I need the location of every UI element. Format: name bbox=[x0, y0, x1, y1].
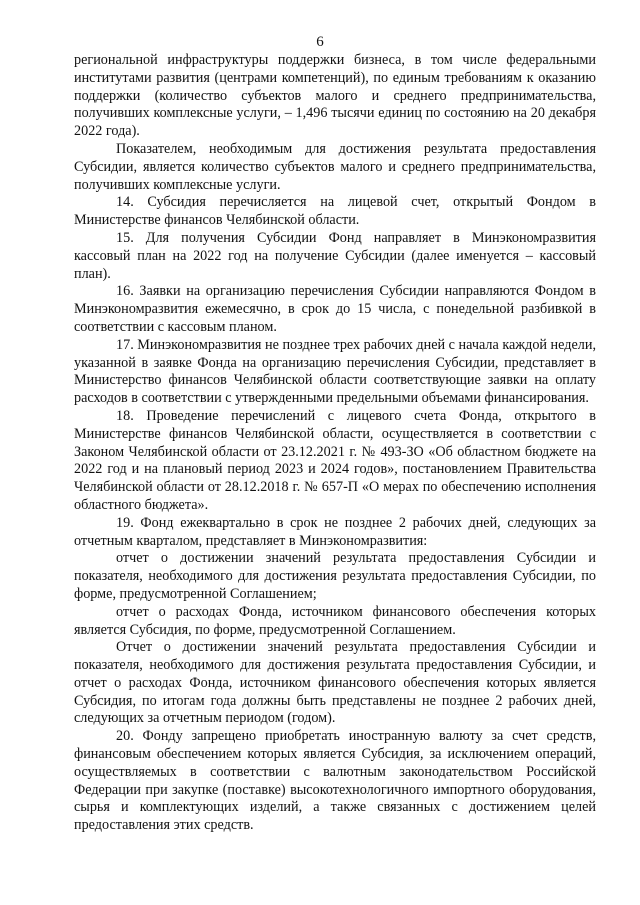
paragraph: отчет о расходах Фонда, источником финансового обеспечения которых является Субсидия, по форме, предусмотренной Соглашением. bbox=[74, 603, 596, 638]
paragraph: региональной инфраструктуры поддержки бизнеса, в том числе федеральными институтами развития (центрами компетенций), по единым требованиям к оказанию поддержки (количество субъектов малого и среднего предпринимательства, получивших комплексные услуги, – 1,496 тысячи единиц по состоянию на 20 декабря 2022 года). bbox=[74, 52, 596, 140]
paragraph: 14. Субсидия перечисляется на лицевой счет, открытый Фондом в Министерстве финансов Челябинской области. bbox=[74, 194, 596, 229]
page-number: 6 bbox=[316, 34, 324, 50]
paragraph: 18. Проведение перечислений с лицевого счета Фонда, открытого в Министерстве финансов Челябинской области, осуществляется в соответствии с Законом Челябинской области от 23.12.2021 г. № 493-ЗО «Об областном бюджете на 2022 год и на плановый период 2023 и 2024 годов», постановлением Правительства Челябинской области от 28.12.2018 г. № 657-П «О мерах по обеспечению исполнения областного бюджета». bbox=[74, 407, 596, 513]
paragraph: 15. Для получения Субсидии Фонд направляет в Минэкономразвития кассовый план на 2022 год на получение Субсидии (далее именуется – кассовый план). bbox=[74, 229, 596, 282]
paragraph: 17. Минэкономразвития не позднее трех рабочих дней с начала каждой недели, указанной в заявке Фонда на организацию перечисления Субсидии, представляет в Министерство финансов Челябинской области соответствующие заявки на оплату расходов в соответствии с утвержденными предельными объемами финансирования. bbox=[74, 336, 596, 407]
paragraph: отчет о достижении значений результата предоставления Субсидии и показателя, необходимого для достижения результата предоставления Субсидии, по форме, предусмотренной Соглашением; bbox=[74, 550, 596, 602]
document-body bbox=[74, 52, 596, 835]
paragraph: Показателем, необходимым для достижения результата предоставления Субсидии, является количество субъектов малого и среднего предпринимательства, получивших комплексные услуги. bbox=[74, 140, 596, 193]
paragraph: 16. Заявки на организацию перечисления Субсидии направляются Фондом в Минэкономразвития ежемесячно, в срок до 15 числа, с понедельной разбивкой в соответствии с кассовым планом. bbox=[74, 283, 596, 335]
paragraph: 19. Фонд ежеквартально в срок не позднее 2 рабочих дней, следующих за отчетным кварталом, представляет в Минэкономразвития: bbox=[74, 514, 596, 549]
paragraph: Отчет о достижении значений результата предоставления Субсидии и показателя, необходимого для достижения результата предоставления Субсидии, и отчет о расходах Фонда, источником финансового обеспечения которых является Субсидия, по итогам года должны быть представлены не позднее 2 рабочих дней, следующих за отчетным периодом (годом). bbox=[74, 639, 596, 727]
paragraph: 20. Фонду запрещено приобретать иностранную валюту за счет средств, финансовым обеспечением которых является Субсидия, за исключением операций, осуществляемых в соответствии с валютным законодательством Российской Федерации при закупке (поставке) высокотехнологичного импортного оборудования, сырья и комплектующих изделий, а также связанных с достижением целей предоставления этих средств. bbox=[74, 728, 596, 834]
